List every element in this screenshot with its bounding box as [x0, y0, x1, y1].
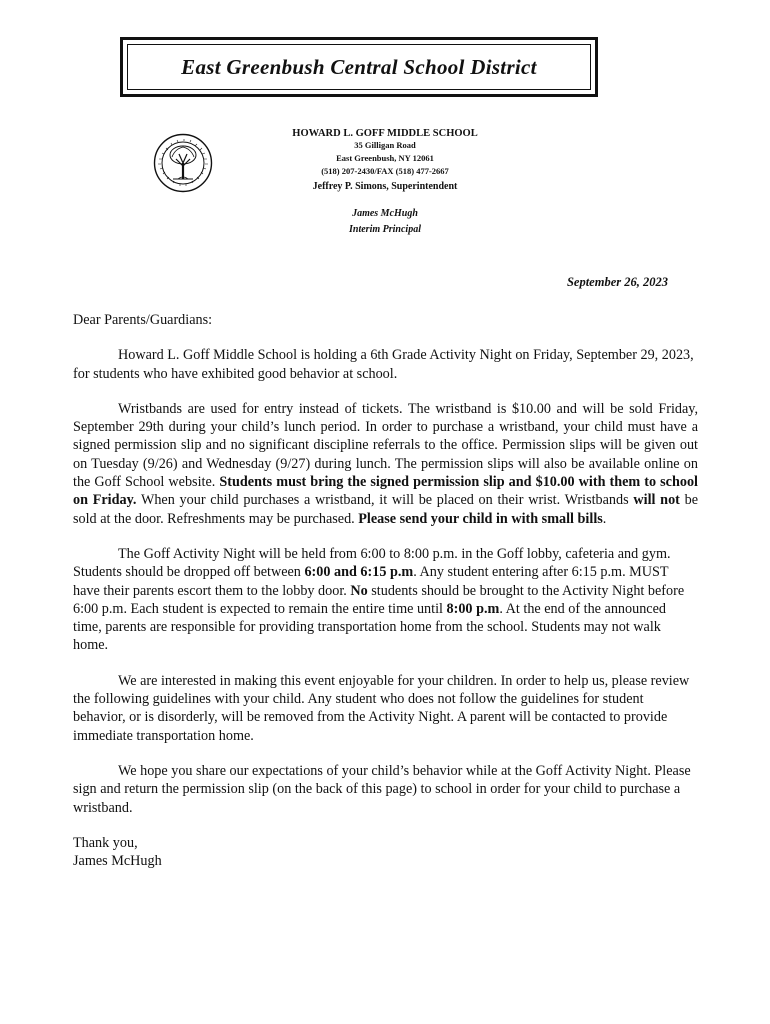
school-street-address: 35 Gilligan Road	[354, 140, 416, 150]
letter-body	[73, 311, 698, 870]
principal-name: James McHugh	[352, 208, 418, 219]
district-title: East Greenbush Central School District	[181, 54, 537, 79]
paragraph-schedule	[73, 545, 698, 655]
salutation: Dear Parents/Guardians:	[73, 312, 213, 328]
schedule-text-4: . At the end of the announced time, parents are responsible for providing transportation home from the school. Students may not walk home.	[73, 600, 666, 654]
schedule-dropoff-time: 6:00 and 6:15 p.m	[304, 564, 414, 581]
school-phone-fax: (518) 207-2430/FAX (518) 477-2667	[321, 166, 449, 176]
wristbands-period: .	[602, 510, 607, 527]
schedule-text-2: . Any student entering after 6:15 p.m. MUST have their parents escort them to the lobby door.	[73, 564, 669, 599]
wristbands-text: Wristbands are used for entry instead of tickets. The wristband is $10.00 and will be sold Friday, September 29th during your child’s lunch period. In order to purchase a wristband, your child must have a signed permission slip and no significant discipline referrals to the office. Permission slips will be given out on Tuesday (9/26) and Wednesday (9/27) during lunch. The permission slips will also be available online on the Goff School website.	[73, 400, 698, 491]
wristbands-bold-requirement: Students must bring the signed permission slip and $10.00 with them to school on Friday.	[73, 474, 699, 509]
school-name: HOWARD L. GOFF MIDDLE SCHOOL	[292, 128, 478, 139]
district-title-inner-frame	[127, 44, 591, 90]
letter-date: September 26, 2023	[566, 275, 668, 289]
wristbands-text-3: be sold at the door. Refreshments may be purchased.	[73, 492, 699, 527]
principal-title: Interim Principal	[349, 224, 421, 235]
school-city-address: East Greenbush, NY 12061	[336, 153, 434, 163]
paragraph-event-announcement: Howard L. Goff Middle School is holding a 6th Grade Activity Night on Friday, September 29, 2023, for students who have exhibited good behavior at school.	[73, 347, 694, 382]
wristbands-text-2: When your child purchases a wristband, it will be placed on their wrist. Wristbands	[136, 492, 634, 509]
schedule-text-3: students should be brought to the Activity Night before 6:00 p.m. Each student is expected to remain the entire time until	[73, 582, 685, 617]
schedule-text: The Goff Activity Night will be held from 6:00 to 8:00 p.m. in the Goff lobby, cafeteria and gym. Students should be dropped off between	[73, 545, 671, 581]
signature: James McHugh	[73, 853, 162, 870]
school-district-seal-icon	[153, 133, 213, 193]
schedule-end-time: 8:00 p.m	[446, 600, 500, 617]
paragraph-wristbands	[73, 400, 698, 528]
schedule-no: No	[350, 582, 368, 599]
paragraph-expectations: We hope you share our expectations of your child’s behavior while at the Goff Activity Night. Please sign and return the permission slip (on the back of this page) to school in order for your child to purchase a wristband.	[73, 762, 691, 816]
closing: Thank you,	[73, 834, 138, 851]
paragraph-guidelines: We are interested in making this event enjoyable for your children. In order to help us, please review the following guidelines with your child. Any student who does not follow the guidelines for student behavior, or is disorderly, will be removed from the Activity Night. A parent will be contacted to provide immediate transportation home.	[73, 672, 690, 744]
superintendent-line: Jeffrey P. Simons, Superintendent	[312, 181, 458, 192]
wristbands-small-bills: Please send your child in with small bills	[358, 510, 603, 527]
district-title-box	[120, 37, 598, 97]
letterhead	[250, 128, 520, 238]
wristbands-will-not: will not	[633, 492, 680, 509]
